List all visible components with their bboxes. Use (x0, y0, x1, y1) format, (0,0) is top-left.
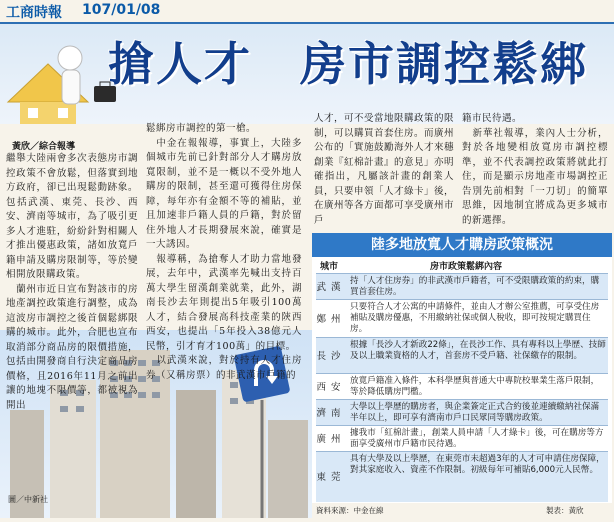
policy-table (312, 233, 612, 503)
byline: 黃欣／綜合報導 (12, 142, 76, 152)
city-cell: 東莞 (316, 471, 346, 483)
table-row (316, 425, 608, 452)
table-title: 陸多地放寬人才購房政策概況 (312, 233, 612, 257)
table-row (316, 373, 608, 400)
policy-cell: 放寬戶籍准入條件，本科學歷與普通大中專院校畢業生落戶限制，等於降低購房門檻。 (350, 376, 600, 397)
table-editor: 製表：黃欣 (546, 506, 584, 515)
article-column-4: 籍市民待遇。 新華社報導，業內人士分析，對於各地變相放寬房市調控標準，並不代表調控政策將就此打住，而是顯示房地產市場調控正告別先前相對「一刀切」的簡單思維，因地制宜將成為更多城市的新選擇。 (462, 113, 608, 226)
photo-credit: 圖／中新社 (8, 495, 48, 504)
policy-cell: 大學以上學歷的購房者，與企業簽定正式合約後並連續繳納社保滿半年以上，即可享有濟南市戶口民眾同等購房政策。 (350, 402, 600, 423)
city-cell: 廣州 (316, 433, 346, 445)
column-header-city: 城市 (320, 262, 339, 272)
table-row (316, 299, 608, 338)
policy-cell: 只要符合人才公寓的申請條件，並由人才辦公室推薦，可享受住房補貼及購房優惠，不用繳納社保或個人稅收，即可按規定購買住房。 (350, 302, 600, 334)
policy-cell: 持「人才住房券」的非武漢市戶籍者，可不受限購政策的約束，購買首套住房。 (350, 276, 600, 297)
table-source: 資料來源：中金在線 (316, 506, 384, 515)
table-row (316, 337, 608, 374)
article-column-3: 人才，可不受當地限購政策的限制，可以購買首套住房。而廣州公布的「實施鼓勵海外人才來穗創業『紅棉計畫』的意見」亦明確指出，凡屬該計畫的創業人員，只要申領「人才綠卡」後，在廣州等各方面都可享受廣州市戶 (314, 113, 455, 226)
headline: 搶人才 房市調控鬆綁 (108, 37, 588, 91)
city-cell: 武漢 (316, 281, 346, 293)
policy-cell: 據我市「紅棉計畫」，創業人員申請「人才綠卡」後，可在購房等方面享受廣州市戶籍市民待遇。 (350, 428, 604, 449)
table-row (316, 273, 608, 300)
issue-date: 107/01/08 (82, 2, 161, 18)
article-column-2: 鬆綁房市調控的第一槍。 中金在報報導，事實上，大陸多個城市先前已針對部分人才購房放寬限制，並不是一概以不受外地人購房的限制，甚至還可獲得住房保障，每年亦有金額不等的補貼，並且加速非戶籍人員的戶籍，對於留住外地人才長期發展來說，確實是一大誘因。 報導稱，為搶奪人才助力當地發展，去年中，武漢率先喊出支持百萬大學生留漢創業就業，此外，湖南長沙去年則提出5年吸引100萬人才，結合發展高科技產業的陝西西安，也提出「5年投入38億元人民幣，引才育才100萬」的目標。 以武漢來說，對於持有人才住房券（又稱房票）的非武漢市戶籍的 (146, 123, 302, 381)
table-row (316, 451, 608, 502)
policy-cell: 根據「長沙人才新政22條」，在長沙工作、具有專科以上學歷、技師及以上職業資格的人才，首套房不受戶籍、社保繳存的限制。 (350, 340, 606, 361)
newspaper-header (0, 0, 614, 24)
city-cell: 鄭州 (316, 313, 346, 325)
city-cell: 西安 (316, 381, 346, 393)
column-header-policy: 房市政策鬆綁內容 (430, 262, 503, 272)
article-column-1: 繼舉大陸兩會多次表態房市調控政策不會放鬆，但落實到地方政府，卻已出現鬆動跡象。包括武漢、東莞、長沙、西安、濟南等城市，為了吸引更多人才進駐，紛紛針對相關人才推出優惠政策，諸如放寬戶籍申請及購房限制等，等於變相開放限購政策。 蘭州市近日宣布對該市的房地產調控政策進行調整，成為這波房市調控之後首個鬆綁限購的城市。此外，合肥也宣布取消部分商品房的限價措施，包括由開發商自行決定商品房價格，且2016年11月之前出讓的地塊不限價等，都被視為開出 (6, 153, 138, 411)
table-row (316, 399, 608, 426)
policy-cell: 具有大學及以上學歷，在東莞市未超過3年的人才可申請住房保障，對其家庭收入、資產不作限制。初級每年可補貼6,000元人民幣。 (350, 454, 605, 475)
newspaper-name: 工商時報 (6, 5, 62, 21)
city-cell: 濟南 (316, 407, 346, 419)
city-cell: 長沙 (316, 350, 346, 362)
